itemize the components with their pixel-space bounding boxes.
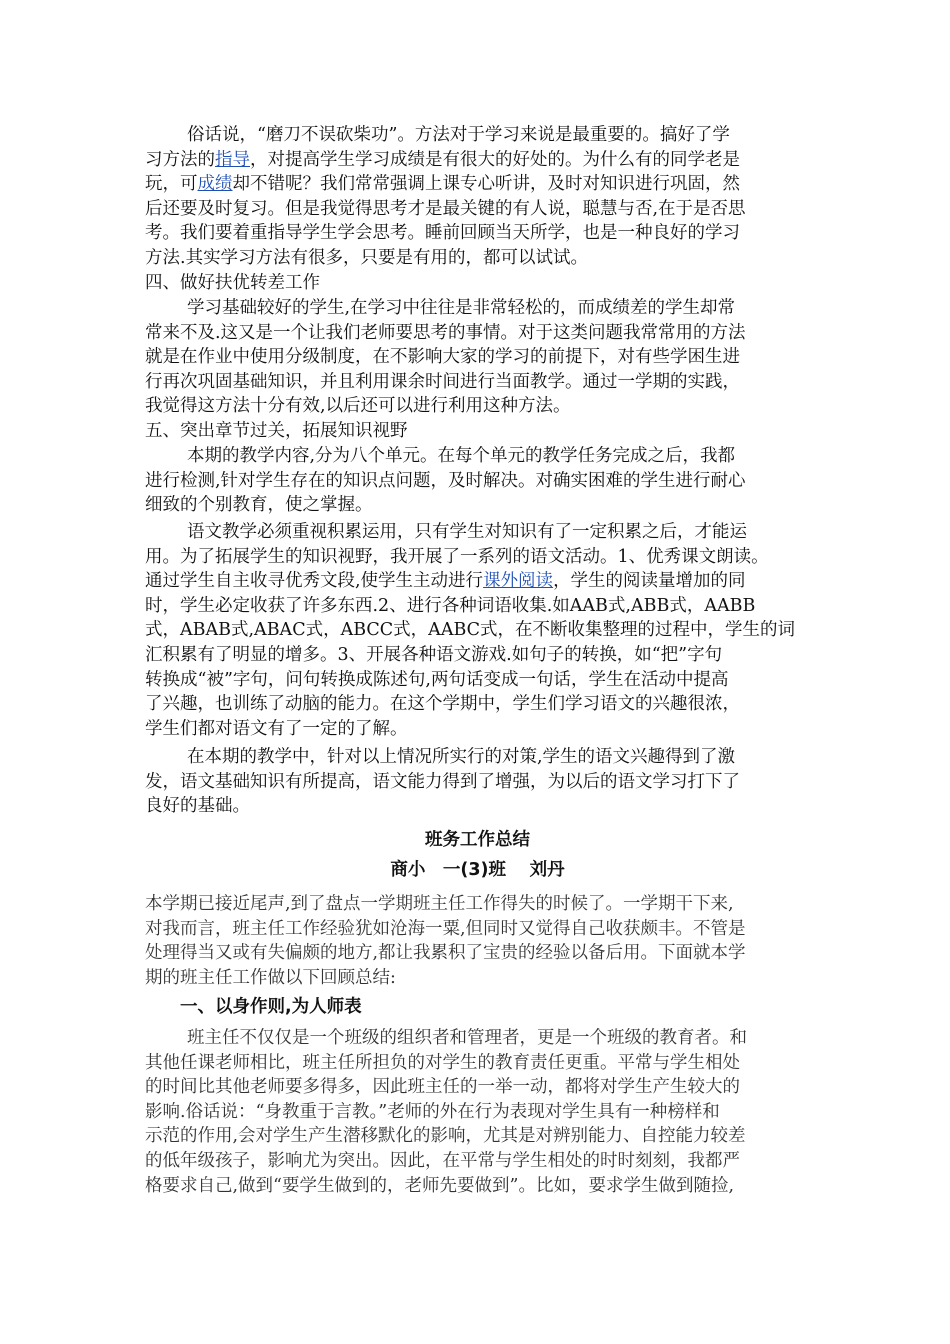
text-line: 方法.其实学习方法有很多，只要是有用的，都可以试试。 — [145, 247, 589, 268]
text-line: 影响.俗话说：“身教重于言教。”老师的外在行为表现对学生具有一种榜样和 — [145, 1101, 720, 1122]
text-line: 期的班主任工作做以下回顾总结: — [145, 967, 396, 988]
text-line: 学生们都对语文有了一定的了解。 — [145, 718, 408, 739]
text-line: 进行检测,针对学生存在的知识点问题，及时解决。对确实困难的学生进行耐心 — [145, 470, 746, 491]
text-line: 处理得当又或有失偏颇的地方,都让我累积了宝贵的经验以备后用。下面就本学 — [145, 943, 746, 964]
text-line: 我觉得这方法十分有效,以后还可以进行利用这种方法。 — [145, 396, 571, 417]
text-line — [145, 569, 810, 594]
text-line: 用。为了拓展学生的知识视野，我开展了一系列的语文活动。1、优秀课文朗读。 — [145, 546, 769, 567]
text-segment: 玩，可 — [145, 174, 198, 195]
text-line: 后还要及时复习。但是我觉得思考才是最关键的有人说，聪慧与否,在于是否思 — [145, 198, 746, 219]
text-line: 本学期已接近尾声,到了盘点一学期班主任工作得失的时候了。一学期干下来, — [145, 894, 734, 914]
section-heading-4: 四、做好扶优转差工作 — [145, 273, 320, 293]
link-extracurricular-reading[interactable]: 课外阅读 — [483, 571, 554, 592]
paragraph-units — [145, 444, 810, 518]
text-line: 俗话说，“磨刀不误砍柴功”。方法对于学习来说是最重要的。搞好了学 — [187, 125, 730, 145]
text-line: 考。我们要着重指导学生学会思考。睡前回顾当天所学，也是一种良好的学习 — [145, 223, 740, 244]
text-line: 对我而言，班主任工作经验犹如沧海一粟,但同时又觉得自己收获颇丰。不管是 — [145, 918, 746, 939]
text-segment: ，对提高学生学习成绩是有很大的好处的。为什么有的同学老是 — [250, 149, 740, 170]
text-line: 良好的基础。 — [145, 796, 250, 817]
text-line: 的时间比其他老师要多得多，因此班主任的一举一动，都将对学生产生较大的 — [145, 1077, 740, 1098]
paragraph-study-methods — [145, 123, 810, 271]
text-line: 了兴趣，也训练了动脑的能力。在这个学期中，学生们学习语文的兴趣很浓， — [145, 694, 740, 715]
text-line: 示范的作用,会对学生产生潜移默化的影响，尤其是对辨别能力、自控能力较差 — [145, 1126, 746, 1147]
text-line: 发，语文基础知识有所提高，语文能力得到了增强，为以后的语文学习打下了 — [145, 771, 740, 792]
text-line — [145, 172, 810, 197]
section-heading-1: 一、以身作则,为人师表 — [180, 997, 362, 1017]
text-line: 格要求自己,做到“要学生做到的，老师先要做到”。比如，要求学生做到随捡, — [145, 1175, 735, 1196]
paragraph-tutoring — [145, 296, 810, 419]
section-heading-5: 五、突出章节过关，拓展知识视野 — [145, 421, 408, 441]
text-line: 语文教学必须重视积累运用，只有学生对知识有了一定积累之后，才能运 — [187, 522, 747, 542]
text-line: 班主任不仅仅是一个班级的组织者和管理者，更是一个班级的教育者。和 — [187, 1028, 747, 1048]
text-line: 汇积累有了明显的增多。3、开展各种语文游戏.如句子的转换，如“把”字句 — [145, 644, 723, 665]
document-subtitle: 商小 一(3)班 刘丹 — [390, 860, 565, 880]
text-line: 的低年级孩子，影响尤为突出。因此，在平常与学生相处的时时刻刻，我都严 — [145, 1150, 740, 1171]
text-line: 式，ABAB式,ABAC式，ABCC式，AABC式，在不断收集整理的过程中，学生的词 — [145, 620, 796, 641]
link-grades[interactable]: 成绩 — [197, 174, 233, 195]
paragraph-lead-by-example — [145, 1026, 810, 1198]
text-line: 常来不及.这又是一个让我们老师要思考的事情。对于这类问题我常常用的方法 — [145, 322, 746, 343]
paragraph-intro-summary — [145, 892, 810, 990]
text-segment: 却不错呢？我们常常强调上课专心听讲，及时对知识进行巩固，然 — [232, 174, 740, 195]
text-segment: ，学生的阅读量增加的同 — [553, 571, 746, 592]
text-line: 学习基础较好的学生,在学习中往往是非常轻松的，而成绩差的学生却常 — [187, 298, 736, 318]
text-segment: 通过学生自主收寻优秀文段,使学生主动进行 — [145, 571, 484, 592]
text-line: 在本期的教学中，针对以上情况所实行的对策,学生的语文兴趣得到了激 — [187, 747, 736, 767]
paragraph-chinese-activities — [145, 520, 810, 741]
text-line: 转换成“被”字句，问句转换成陈述句,两句话变成一句话，学生在活动中提高 — [145, 669, 729, 690]
text-line: 本期的教学内容,分为八个单元。在每个单元的教学任务完成之后，我都 — [187, 446, 736, 466]
text-line: 就是在作业中使用分级制度，在不影响大家的学习的前提下，对有些学困生进 — [145, 347, 740, 368]
text-line: 时，学生必定收获了许多东西.2、进行各种词语收集.如AAB式,ABB式，AABB — [145, 595, 756, 616]
text-segment: 习方法的 — [145, 149, 215, 170]
document-title: 班务工作总结 — [425, 830, 530, 850]
link-guidance[interactable]: 指导 — [215, 149, 250, 170]
text-line: 细致的个别教育，使之掌握。 — [145, 495, 373, 516]
text-line — [145, 148, 810, 173]
text-line: 行再次巩固基础知识，并且利用课余时间进行当面教学。通过一学期的实践， — [145, 371, 740, 392]
text-line: 其他任课老师相比，班主任所担负的对学生的教育责任更重。平常与学生相处 — [145, 1052, 740, 1073]
paragraph-conclusion — [145, 745, 810, 819]
